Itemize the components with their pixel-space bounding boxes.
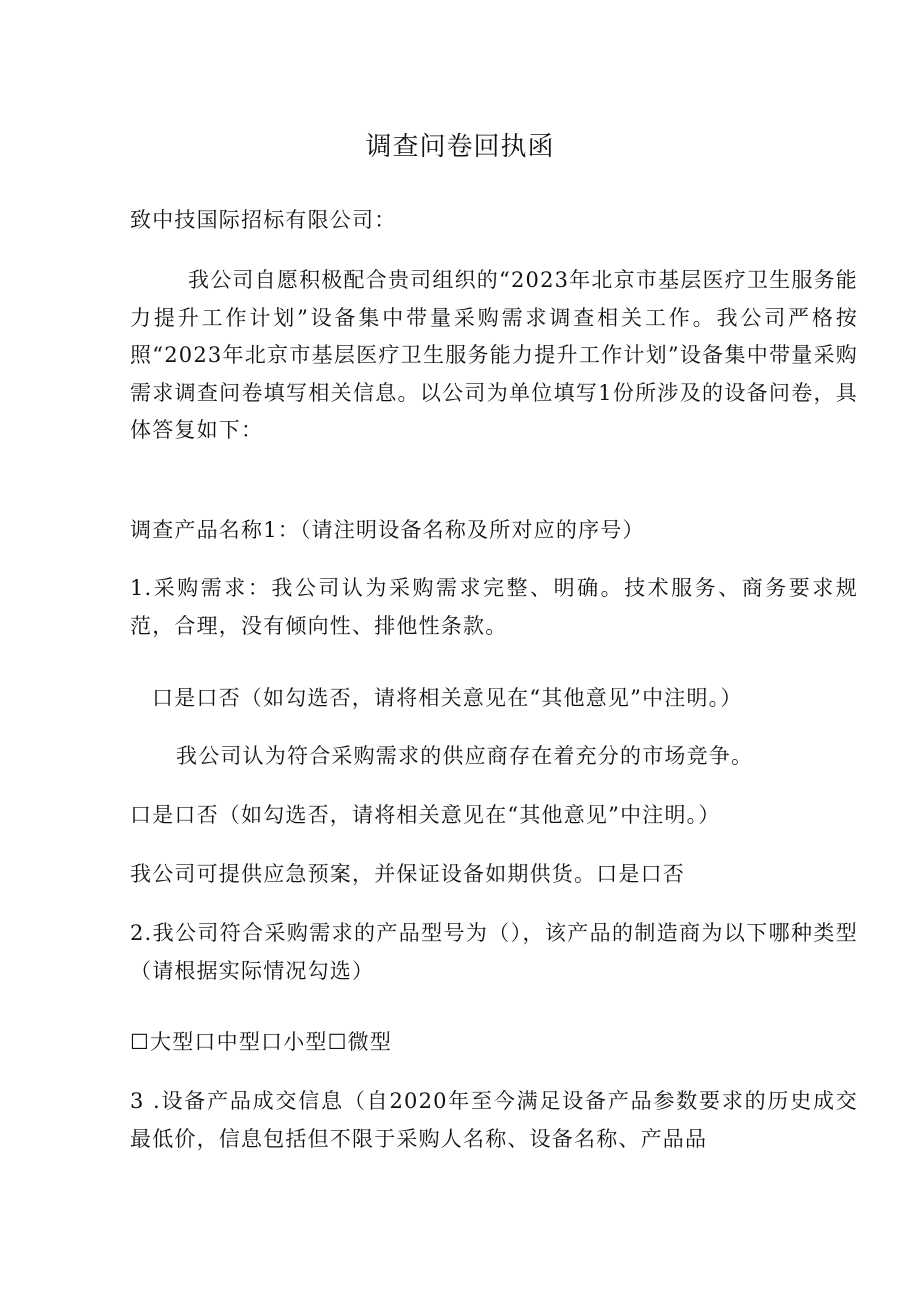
- product-name-line: 调查产品名称1：（请注明设备名称及所对应的序号）: [130, 518, 645, 542]
- competition-statement: 我公司认为符合采购需求的供应商存在着充分的市场竞争。: [176, 744, 754, 768]
- salutation: 致中技国际招标有限公司：: [130, 208, 397, 232]
- manufacturer-size-options: ☐大型口中型口小型☐微型: [130, 1030, 393, 1054]
- item-1-yes-no-option: 口是口否（如勾选否，请将相关意见在“其他意见”中注明。）: [152, 686, 743, 710]
- item-3-transaction-info: 3 .设备产品成交信息（自2020年至今满足设备产品参数要求的历史成交最低价，信息包括但不限于采购人名称、设备名称、产品品: [130, 1089, 858, 1151]
- competition-yes-no-option: 口是口否（如勾选否，请将相关意见在“其他意见”中注明。）: [130, 803, 721, 827]
- emergency-plan-statement: 我公司可提供应急预案，并保证设备如期供货。口是口否: [130, 862, 685, 886]
- item-1-procurement-requirements: 1.采购需求：我公司认为采购需求完整、明确。技术服务、商务要求规范，合理，没有倾向性、排他性条款。: [130, 576, 858, 638]
- intro-paragraph: 我公司自愿积极配合贵司组织的“2023年北京市基层医疗卫生服务能力提升工作计划”设备集中带量采购需求调查相关工作。我公司严格按照“2023年北京市基层医疗卫生服务能力提升工作计划”设备集中带量采购需求调查问卷填写相关信息。以公司为单位填写1份所涉及的设备问卷，具体答复如下：: [130, 268, 858, 442]
- item-2-product-model: 2.我公司符合采购需求的产品型号为（），该产品的制造商为以下哪种类型（请根据实际情况勾选）: [130, 921, 858, 983]
- document-title: 调查问卷回执函: [365, 132, 555, 162]
